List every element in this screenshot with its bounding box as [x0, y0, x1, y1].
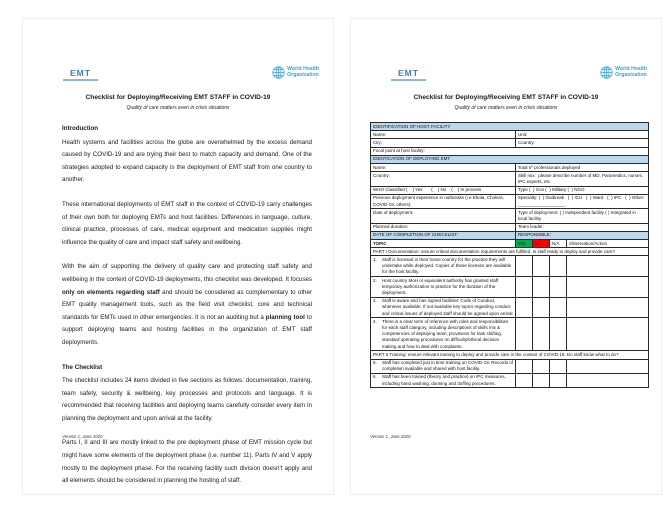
field-cell: Type of deployment: ( ) Independent facility ( ) Integrated in local facility [516, 209, 649, 223]
who-logo-line1: World Health [287, 65, 319, 72]
na-column-header: N/A [550, 240, 567, 248]
checklist-form [370, 122, 648, 388]
yes-checkbox-cell [516, 297, 533, 318]
checklist-item-row [371, 277, 649, 298]
paragraph [62, 437, 312, 487]
field-row [371, 194, 649, 208]
field-cell: Type ( ) Gov ( ) Military ( ) NGO [516, 186, 649, 194]
section-header-row [371, 123, 649, 131]
item-description: There is a clear term of reference with roles and responsibilities for each staff category, including descriptions of skills mix & competencies of deploying team, provisions for task shifting, standard operating procedures on difficulty/ethical decision making and how to deal with complaints. [382, 318, 509, 349]
field-cell: Focal point at host facility: [371, 147, 649, 155]
checklist-item-row [371, 318, 649, 351]
who-logo [272, 66, 319, 79]
version-footer: Version 1_June 2020 [62, 434, 103, 439]
field-cell: Specialty: ( ) Outbreak ( ) ICU ( ) Ward ( ) IPC ( ) Other: ___________________ [516, 194, 649, 208]
no-checkbox-cell [533, 297, 550, 318]
bold-text: only on elements regarding staff [62, 288, 160, 296]
yes-checkbox-cell [516, 318, 533, 351]
field-row [371, 223, 649, 231]
field-row [371, 186, 649, 194]
na-checkbox-cell [550, 318, 567, 351]
paragraph [62, 137, 312, 187]
part-header-row [371, 351, 649, 359]
emt-logo: EMT [63, 69, 98, 81]
field-cell: WHO Classified ( ) Yes ( ) No ( ) In process [371, 186, 516, 194]
part-header-cell: PART II Training: ensure relevant training to deploy and provide care in the context of COVID-19. Do staff know what to do? [371, 351, 649, 359]
field-cell: Date of deployment: [371, 209, 516, 223]
field-cell: Unit: [516, 131, 649, 139]
yes-column-header: Yes [516, 240, 533, 248]
text-segment: With the aim of supporting the delivery of quality care and protecting staff safety and wellbeing in the context of COVID-19 deployments, this checklist was developed. It focuses [62, 263, 312, 283]
item-text [373, 360, 513, 372]
yes-checkbox-cell [516, 373, 533, 387]
section-header-cell: IDENTICATION OF DEPLOYING EMT [371, 155, 649, 163]
observation-cell [567, 359, 649, 373]
page-2 [350, 18, 662, 495]
field-cell: Country: [516, 139, 649, 147]
field-row [371, 172, 649, 186]
item-text-cell [371, 256, 516, 277]
checklist-item-row [371, 297, 649, 318]
paragraph [62, 375, 312, 425]
item-number: 5. [373, 360, 377, 365]
item-number: 4. [373, 318, 377, 324]
page-title: Checklist for Deploying/Receiving EMT STAFF in COVID-19 [413, 94, 599, 101]
field-cell: Previous deployment experience in outbreaks (i.e Ebola, Cholera, COVID-19, others): [371, 194, 516, 208]
field-cell: Team leader: [516, 223, 649, 231]
who-emblem-icon [600, 66, 613, 79]
page1-body [62, 123, 312, 500]
no-checkbox-cell [533, 256, 550, 277]
no-column-header: No [533, 240, 550, 248]
item-description: Staff is aware and has signed facilities' Code of Conduct, whenever available. If not available key topics regarding conduct and critical issues of deployed staff should be agreed upon arrival [382, 298, 513, 316]
field-row [371, 131, 649, 139]
field-cell: City: [371, 139, 516, 147]
page-title: Checklist for Deploying/Receiving EMT STAFF in COVID-19 [85, 94, 271, 101]
observation-cell [567, 256, 649, 277]
item-number: 2. [373, 277, 377, 283]
item-text-cell [371, 373, 516, 387]
item-text-cell [371, 277, 516, 298]
yes-checkbox-cell [516, 277, 533, 298]
field-cell: Planned duration: [371, 223, 516, 231]
item-text-cell [371, 297, 516, 318]
checklist-item-row [371, 359, 649, 373]
field-cell: Skill mix: please describe number of MD, Paramedics, nurses, IPC experts, etc. [516, 172, 649, 186]
text-segment: Health systems and facilities across the globe are overwhelmed by the excess demand caused by COVID-19 and are trying their best to match capacity and demand. One of the strategies adopted to expand capacity is the deployment of EMT staff from one country to another. [62, 138, 312, 184]
paragraph [62, 199, 312, 249]
paragraph [62, 261, 312, 349]
section-header-cell: DATE OF COMPLETION OF CHECKLIST: [371, 231, 516, 239]
part-header-row [371, 248, 649, 256]
item-text [373, 278, 513, 297]
item-description: Staff has completed just in time training on COVID-19. Records of completion available and shared with host facility. [382, 360, 513, 372]
no-checkbox-cell [533, 373, 550, 387]
observation-column-header: Observation/Action [567, 240, 649, 248]
na-checkbox-cell [550, 277, 567, 298]
topic-column-header: TOPIC [371, 240, 516, 248]
text-segment: The checklist includes 24 items divided in five sections as follows: documentation, training, team safety, security & wellbeing, key processes and protocols and language. It is recommended that receiving facilities and deploying teams carefully consider every item in planning the deployment and upon arrival at the facility. [62, 377, 312, 422]
who-logo-line2: Organization [287, 71, 319, 78]
item-number: 3. [373, 298, 377, 304]
checklist-header-row [371, 240, 649, 248]
item-number: 1. [373, 256, 377, 262]
field-cell: Total nº professionals deployed [516, 164, 649, 172]
item-text-cell [371, 359, 516, 373]
field-cell: Name: [371, 131, 516, 139]
field-cell: Name: [371, 164, 516, 172]
text-segment: to support deploying teams and hosting facilities in the organization of EMT staff deployments. [62, 313, 312, 346]
observation-cell [567, 277, 649, 298]
bold-text: planning tool [265, 313, 305, 321]
item-description: Staff has been trained (theory and practice) on IPC measures, including hand washing, donning and doffing procedures. [382, 374, 506, 386]
text-segment: Parts I, II and III are mostly linked to the pre deployment phase of EMT mission cycle but might have some elements of the deployment phase (i.e. number 11). Parts IV and V apply mostly to the deployment phase. For the receiving facility such division doesn't apply and all elements should be considered in planning the hosting of staff. [62, 439, 312, 485]
field-row [371, 209, 649, 223]
section-header-cell: RESPONSIBLE: [516, 231, 649, 239]
field-row [371, 139, 649, 147]
item-text [373, 319, 513, 350]
who-logo-line1: World Health [615, 65, 647, 72]
emt-logo: EMT [391, 69, 426, 81]
item-text-cell [371, 318, 516, 351]
section-heading: The Checklist [62, 363, 103, 371]
observation-cell [567, 297, 649, 318]
no-checkbox-cell [533, 277, 550, 298]
field-row [371, 147, 649, 155]
checklist-item-row [371, 373, 649, 387]
item-text [373, 374, 513, 386]
who-logo [600, 66, 647, 79]
page-subtitle: Quality of care matters even in crisis situations [454, 105, 558, 111]
item-description: Host country MoH or equivalent authority has granted staff temporary authorization to practice for the duration of the deployment. [382, 277, 499, 295]
who-logo-line2: Organization [615, 71, 647, 78]
na-checkbox-cell [550, 297, 567, 318]
item-number: 6. [373, 374, 377, 380]
text-segment: and should be considered as complementary to other EMT quality management tools, such as the field visit checklist, core and technical standards for EMTs used in other emergencies. It is not an auditing but a [62, 288, 312, 321]
checklist-item-row [371, 256, 649, 277]
checklist-table [370, 239, 649, 388]
section-heading: Introduction [62, 125, 99, 132]
no-checkbox-cell [533, 359, 550, 373]
field-cell: Country: [371, 172, 516, 186]
na-checkbox-cell [550, 256, 567, 277]
version-footer: Version 1_June 2020 [370, 434, 411, 439]
observation-cell [567, 373, 649, 387]
section-header-cell: IDENTIFICATION OF HOST FACILITY [371, 123, 649, 131]
field-row [371, 164, 649, 172]
na-checkbox-cell [550, 359, 567, 373]
page-1 [22, 18, 334, 495]
who-emblem-icon [272, 66, 285, 79]
section-header-row [371, 155, 649, 163]
identification-table [370, 122, 649, 240]
no-checkbox-cell [533, 318, 550, 351]
observation-cell [567, 318, 649, 351]
yes-checkbox-cell [516, 256, 533, 277]
na-checkbox-cell [550, 373, 567, 387]
yes-checkbox-cell [516, 359, 533, 373]
item-text [373, 298, 513, 317]
text-segment: These international deployments of EMT staff in the context of COVID-19 carry challenges of their own both for deploying EMTs and host facilities. Differences in language, culture, clinical practice, processes of care, medical equipment and medication supplies might influence the quality of care and impact staff safety and wellbeing. [62, 200, 312, 246]
item-text [373, 257, 513, 276]
part-header-cell: PART I Documentation: ensure critical documentation requirements are fulfilled. Is staff ready to deploy and provide care? [371, 248, 649, 256]
item-description: Staff is licensed in their home country for the practice they will undertake while deployed. Copies of these licenses are available for the host facility. [382, 256, 512, 275]
page-subtitle: Quality of care matters even in crisis situations [126, 105, 230, 111]
